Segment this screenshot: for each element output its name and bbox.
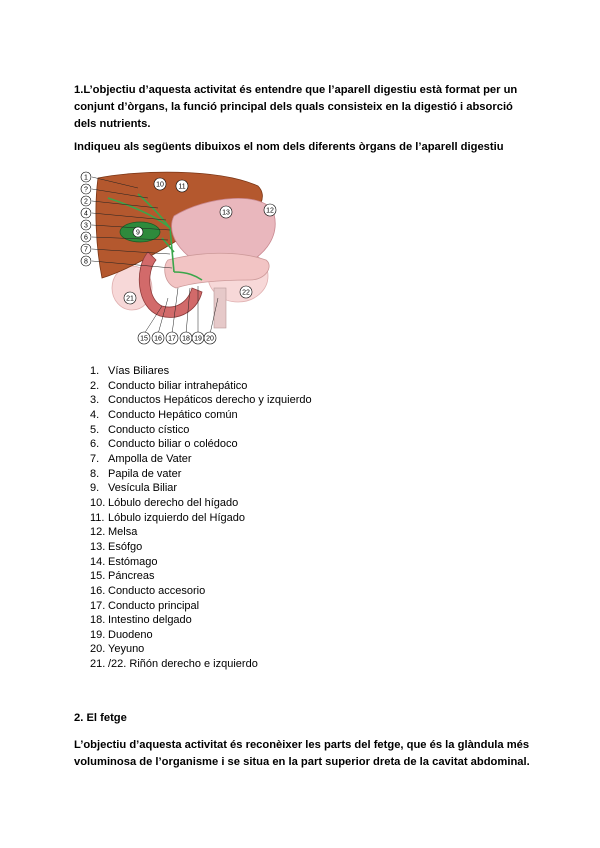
figure-label-21 xyxy=(124,292,136,304)
figure-label-13 xyxy=(220,206,232,218)
list-item-number: 15. xyxy=(90,570,106,583)
list-item-text: Conducto principal xyxy=(108,599,200,612)
list-item-number: 1. xyxy=(90,365,100,377)
list-item-number: 19. xyxy=(90,628,106,641)
figure-label-11 xyxy=(176,180,188,192)
list-item-text: Vías Biliares xyxy=(108,365,170,377)
activity-1-paragraph: 1.L’objectiu d’aquesta activitat és entendre que l’aparell digestiu està format per un conjunt d’òrgans, la funció principal dels quals consisteix en la digestió i absorció dels nutrients. xyxy=(74,84,518,130)
svg-text:9: 9 xyxy=(136,229,140,237)
list-item-text: Estómago xyxy=(108,555,158,568)
svg-text:21: 21 xyxy=(126,295,134,303)
figure-label-left-8 xyxy=(81,256,91,266)
list-item-number: 9. xyxy=(90,482,100,495)
list-item-number: 20. xyxy=(90,643,106,656)
list-item-number: 16. xyxy=(90,584,106,597)
list-item-number: 3. xyxy=(90,394,100,407)
list-item-text: Esófgo xyxy=(108,540,143,553)
figure-label-left-6 xyxy=(81,232,91,242)
list-item xyxy=(90,555,312,570)
svg-text:20: 20 xyxy=(206,335,214,343)
figure-label-bottom-5 xyxy=(192,332,204,344)
list-item-number: 17. xyxy=(90,599,106,612)
list-item xyxy=(90,408,312,423)
list-item-text: Conducto cístico xyxy=(108,423,190,436)
list-item-text: Yeyuno xyxy=(108,643,145,656)
svg-text:1: 1 xyxy=(84,174,88,182)
list-item-text: Intestino delgado xyxy=(108,614,192,627)
svg-text:12: 12 xyxy=(266,207,274,215)
list-item xyxy=(90,540,312,555)
list-item xyxy=(90,599,312,614)
list-item xyxy=(90,511,312,526)
list-item-text: Conducto Hepático común xyxy=(108,408,238,421)
figure-label-bottom-3 xyxy=(166,332,178,344)
list-item-text: Conducto biliar o colédoco xyxy=(108,438,238,451)
list-item xyxy=(90,481,312,496)
list-item-text: Conductos Hepáticos derecho y izquierdo xyxy=(108,394,312,407)
figure-label-bottom-4 xyxy=(180,332,192,344)
section-2-paragraph: L’objectiu d’aquesta activitat és reconèixer les parts del fetge, que és la glàndula més voluminosa de l’organisme i se situa en la part superior dreta de la cavitat abdominal. xyxy=(74,739,530,768)
svg-text:2: 2 xyxy=(84,198,88,206)
list-item-text: Papila de vater xyxy=(108,467,182,480)
figure-label-bottom-2 xyxy=(152,332,164,344)
list-item-number: 12. xyxy=(90,526,106,539)
figure-label-12 xyxy=(264,204,276,216)
organ-list xyxy=(90,364,312,672)
list-item-number: 18. xyxy=(90,614,106,627)
list-item xyxy=(90,569,312,584)
list-item xyxy=(90,423,312,438)
list-item xyxy=(90,657,312,672)
svg-text:18: 18 xyxy=(182,335,190,343)
svg-text:3: 3 xyxy=(84,222,88,230)
svg-text:16: 16 xyxy=(154,335,162,343)
list-item xyxy=(90,452,312,467)
figure-label-bottom-1 xyxy=(138,332,150,344)
figure-label-left-4 xyxy=(81,208,91,218)
list-item xyxy=(90,437,312,452)
list-item-number: 4. xyxy=(90,408,100,421)
list-item xyxy=(90,525,312,540)
list-item-text: Vesícula Biliar xyxy=(108,482,178,495)
figure-label-left-2 xyxy=(81,184,91,194)
list-item-text: Lóbulo derecho del hígado xyxy=(108,496,239,509)
list-item-number: 7. xyxy=(90,452,100,465)
list-item xyxy=(90,364,312,379)
list-item xyxy=(90,393,312,408)
list-item-number: 2. xyxy=(90,379,100,392)
list-item-text: Conducto accesorio xyxy=(108,584,206,597)
list-item xyxy=(90,496,312,511)
list-item-text: Melsa xyxy=(108,526,138,539)
svg-text:22: 22 xyxy=(242,289,250,297)
svg-text:7: 7 xyxy=(84,246,88,254)
list-item xyxy=(90,467,312,482)
svg-text:6: 6 xyxy=(84,234,88,242)
list-item-number: 10. xyxy=(90,496,106,509)
list-item-number: 6. xyxy=(90,438,100,451)
list-item-text: Ampolla de Vater xyxy=(108,452,192,465)
section-2-heading: 2. El fetge xyxy=(74,712,127,724)
svg-text:8: 8 xyxy=(84,258,88,266)
digestive-organs-figure xyxy=(78,168,290,346)
list-item xyxy=(90,379,312,394)
list-item-number: 14. xyxy=(90,555,106,568)
list-item xyxy=(90,613,312,628)
svg-text:17: 17 xyxy=(168,335,176,343)
list-item-number: 21. xyxy=(90,658,106,671)
list-item xyxy=(90,584,312,599)
svg-text:11: 11 xyxy=(178,183,186,191)
figure-label-left-1 xyxy=(81,172,91,182)
list-item-number: 11. xyxy=(90,511,105,524)
svg-text:?: ? xyxy=(84,186,88,194)
figure-label-9 xyxy=(133,227,143,237)
svg-text:13: 13 xyxy=(222,209,230,217)
figure-label-bottom-6 xyxy=(204,332,216,344)
list-item-text: /22. Riñón derecho e izquierdo xyxy=(108,658,258,671)
figure-label-10 xyxy=(154,178,166,190)
list-item-number: 5. xyxy=(90,423,100,436)
svg-text:10: 10 xyxy=(156,181,164,189)
list-item-text: Duodeno xyxy=(108,628,153,641)
svg-text:15: 15 xyxy=(140,335,148,343)
list-item xyxy=(90,628,312,643)
svg-text:19: 19 xyxy=(194,335,202,343)
list-item-number: 13. xyxy=(90,540,106,553)
instruction-paragraph: Indiqueu als següents dibuixos el nom dels diferents òrgans de l’aparell digestiu xyxy=(74,141,504,153)
list-item-text: Páncreas xyxy=(108,570,155,583)
figure-label-left-3 xyxy=(81,196,91,206)
figure-label-left-7 xyxy=(81,244,91,254)
list-item-number: 8. xyxy=(90,467,100,480)
figure-label-left-5 xyxy=(81,220,91,230)
list-item xyxy=(90,642,312,657)
svg-text:4: 4 xyxy=(84,210,88,218)
list-item-text: Conducto biliar intrahepático xyxy=(108,379,248,392)
figure-label-22 xyxy=(240,286,252,298)
list-item-text: Lóbulo izquierdo del Hígado xyxy=(108,511,245,524)
